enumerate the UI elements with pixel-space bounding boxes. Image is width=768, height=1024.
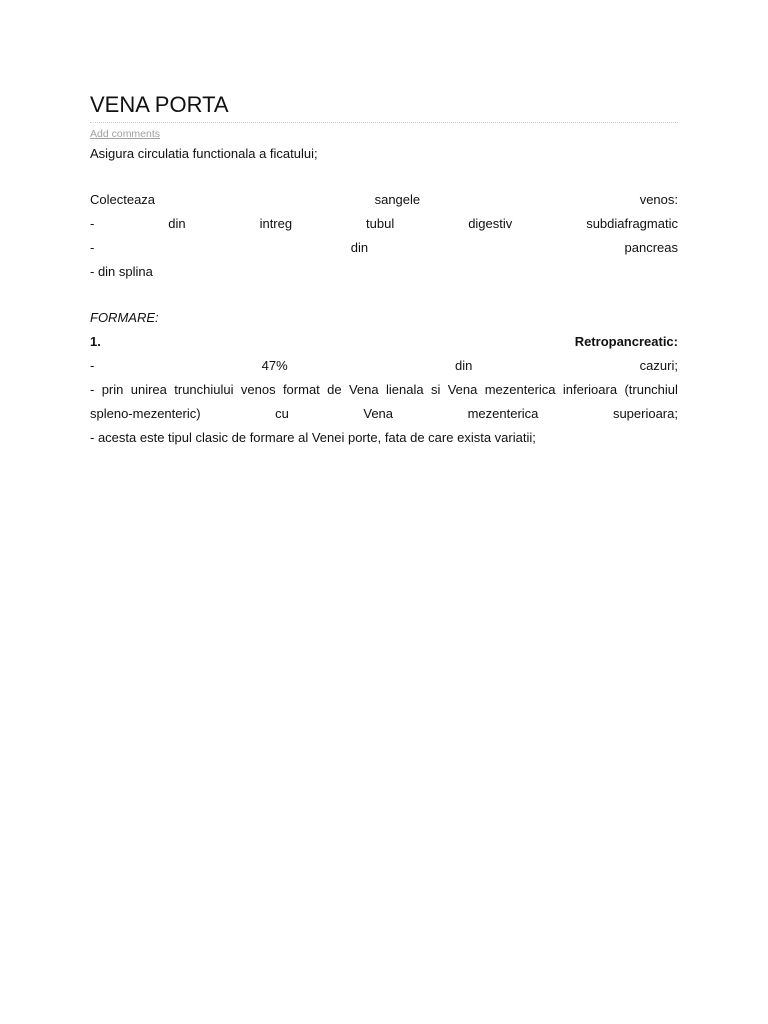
formare-classic-line: - acesta este tipul clasic de formare al Venei porte, fata de care exista variatii; xyxy=(90,430,536,445)
word: Vena xyxy=(348,382,379,397)
intro-line: Asigura circulatia functionala a ficatului; xyxy=(90,146,318,161)
word: inferioara xyxy=(562,382,618,397)
word: sangele xyxy=(374,192,421,207)
word: cu xyxy=(275,406,289,421)
word: - xyxy=(90,358,95,373)
word: superioara; xyxy=(612,406,678,421)
title-divider xyxy=(90,122,678,123)
word: Colecteaza xyxy=(90,192,156,207)
document-page xyxy=(90,88,678,450)
formare-pct-line xyxy=(90,354,678,378)
word: intreg xyxy=(259,216,293,231)
word: mezenterica xyxy=(467,406,539,421)
add-comments-link[interactable]: Add comments xyxy=(90,128,161,140)
item-number: 1. xyxy=(90,334,101,349)
page-title: VENA PORTA xyxy=(90,92,229,117)
word: Vena xyxy=(447,382,478,397)
word: din xyxy=(350,240,369,255)
word: digestiv xyxy=(468,216,513,231)
word: 47% xyxy=(261,358,288,373)
word: prin xyxy=(101,382,124,397)
word: de xyxy=(327,382,342,397)
word: - xyxy=(90,382,95,397)
word: - xyxy=(90,216,95,231)
formare-union-line-1 xyxy=(90,378,678,402)
formare-item-header xyxy=(90,330,678,354)
word: venos xyxy=(240,382,276,397)
word: subdiafragmatic xyxy=(586,216,678,231)
word: din xyxy=(455,358,473,373)
collect-line-1 xyxy=(90,188,678,212)
word: (trunchiul xyxy=(624,382,678,397)
word: - xyxy=(90,240,95,255)
word: venos: xyxy=(639,192,678,207)
collect-line-4: - din splina xyxy=(90,264,153,279)
word: trunchiului xyxy=(174,382,234,397)
word: mezenterica xyxy=(484,382,556,397)
item-title: Retropancreatic: xyxy=(574,334,678,349)
word: spleno-mezenteric) xyxy=(90,406,201,421)
formare-union-line-2 xyxy=(90,402,678,426)
word: Vena xyxy=(363,406,394,421)
word: pancreas xyxy=(624,240,678,255)
collect-line-2 xyxy=(90,212,678,236)
word: lienala xyxy=(385,382,424,397)
word: cazuri; xyxy=(639,358,678,373)
formare-heading: FORMARE: xyxy=(90,310,159,325)
collect-line-3 xyxy=(90,236,678,260)
word: format xyxy=(282,382,320,397)
word: din xyxy=(168,216,186,231)
spacer xyxy=(90,284,678,306)
word: tubul xyxy=(366,216,395,231)
word: unirea xyxy=(130,382,167,397)
spacer xyxy=(90,166,678,188)
word: si xyxy=(430,382,441,397)
